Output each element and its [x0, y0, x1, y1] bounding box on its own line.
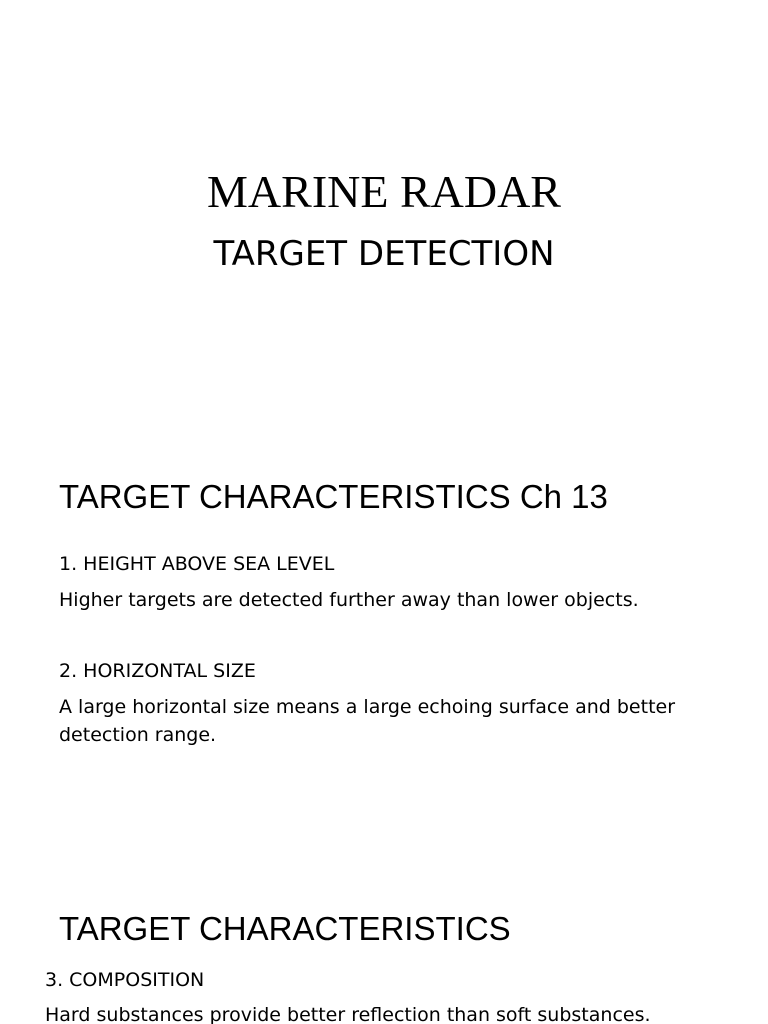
slide-heading: TARGET CHARACTERISTICS Ch 13: [59, 478, 608, 515]
content-slide: [0, 430, 768, 860]
slide-subtitle: TARGET DETECTION: [213, 234, 555, 274]
item-text: A large horizontal size means a large echoing surface and better detection range.: [59, 696, 676, 746]
item-label: 2. HORIZONTAL SIZE: [59, 660, 256, 682]
item-label: 3. COMPOSITION: [45, 969, 205, 991]
item-text: Hard substances provide better reflection than soft substances.: [45, 1004, 651, 1024]
title-slide: [0, 0, 768, 430]
item-label: 1. HEIGHT ABOVE SEA LEVEL: [59, 553, 335, 575]
item-text: Higher targets are detected further away than lower objects.: [59, 589, 639, 611]
content-slide: [0, 860, 768, 1024]
slide-title: MARINE RADAR: [207, 166, 561, 217]
slide-heading: TARGET CHARACTERISTICS: [59, 910, 511, 947]
